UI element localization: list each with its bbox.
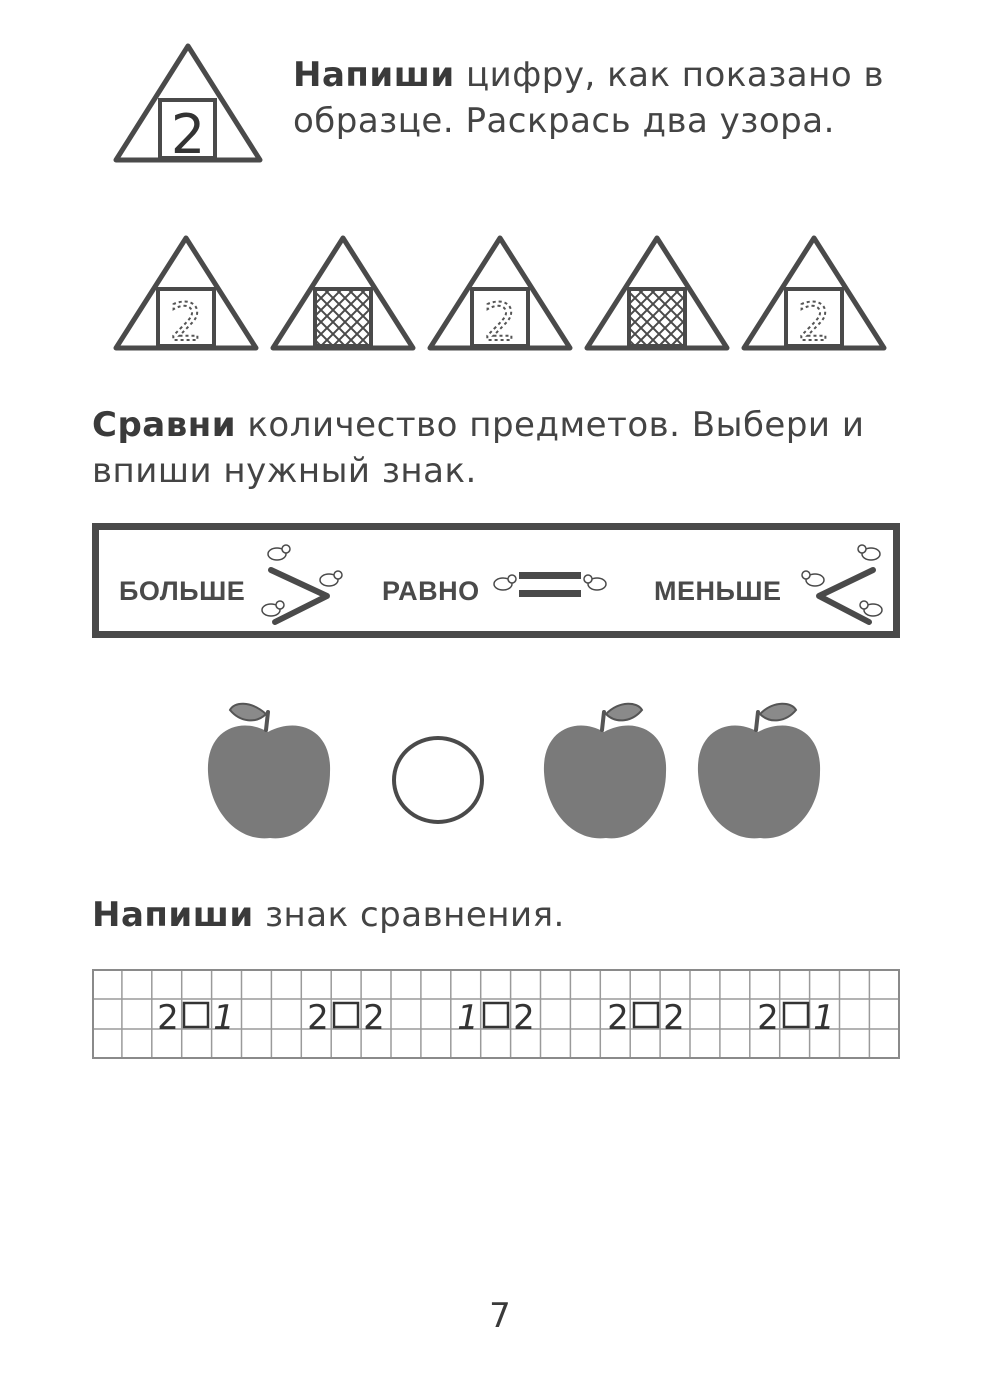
triangle-trace-2[interactable] — [430, 238, 570, 353]
comparison-right-number: 2 — [663, 998, 685, 1038]
comparison-item — [757, 998, 835, 1038]
task2-line2: впиши нужный знак. — [92, 451, 477, 491]
comparison-sign-box[interactable] — [634, 1003, 658, 1027]
apple-icon — [208, 704, 330, 839]
task1-line2: образце. Раскрась два узора. — [293, 101, 835, 141]
sample-triangle — [110, 40, 265, 170]
task2-bold: Сравни — [92, 405, 237, 445]
comparison-item — [457, 998, 535, 1038]
task1-instruction — [293, 52, 893, 144]
equal-sign-icon — [489, 560, 614, 610]
comparison-sign-box[interactable] — [334, 1003, 358, 1027]
comparison-right-number: 2 — [363, 998, 385, 1038]
triangle-trace-3[interactable] — [744, 238, 884, 353]
comparison-grid — [92, 969, 902, 1061]
task3-bold: Напиши — [92, 895, 254, 935]
trace-digit: 2 — [483, 293, 517, 353]
trace-digit: 2 — [797, 293, 831, 353]
comparison-item — [607, 998, 685, 1038]
page-number: 7 — [489, 1296, 511, 1336]
comparison-item — [307, 998, 385, 1038]
trace-digit: 2 — [169, 293, 203, 353]
comparison-sign-box[interactable] — [784, 1003, 808, 1027]
triangle-trace-1[interactable] — [116, 238, 256, 353]
task1-line1: цифру, как показано в — [465, 55, 885, 95]
triangle-row — [110, 232, 890, 357]
less-sign-icon — [797, 540, 892, 630]
apples-comparison — [200, 690, 830, 850]
triangle-pattern-1[interactable] — [273, 238, 413, 348]
comparison-left-number: 1 — [457, 998, 479, 1038]
sample-digit: 2 — [170, 103, 206, 166]
comparison-left-number: 2 — [607, 998, 629, 1038]
answer-circle[interactable] — [394, 738, 482, 822]
greater-sign-icon — [257, 540, 352, 630]
comparison-sign-box[interactable] — [484, 1003, 508, 1027]
label-less: МЕНЬШЕ — [654, 576, 782, 606]
label-greater: БОЛЬШЕ — [119, 576, 246, 606]
comparison-right-number: 2 — [513, 998, 535, 1038]
task2-line1: количество предметов. Выбери и — [247, 405, 865, 445]
task2-instruction — [92, 402, 902, 494]
comparison-left-number: 2 — [307, 998, 329, 1038]
comparison-sign-box[interactable] — [184, 1003, 208, 1027]
comparison-left-number: 2 — [757, 998, 779, 1038]
apple-icon — [698, 704, 820, 839]
comparison-right-number: 1 — [813, 998, 835, 1038]
task3-instruction — [92, 892, 902, 938]
task1-bold: Напиши — [293, 55, 455, 95]
label-equal: РАВНО — [382, 576, 480, 606]
apple-icon — [544, 704, 666, 839]
task3-rest: знак сравнения. — [264, 895, 565, 935]
sign-legend-box — [92, 523, 900, 638]
comparison-item — [157, 998, 235, 1038]
triangle-pattern-2[interactable] — [587, 238, 727, 348]
comparison-left-number: 2 — [157, 998, 179, 1038]
comparison-right-number: 1 — [213, 998, 235, 1038]
